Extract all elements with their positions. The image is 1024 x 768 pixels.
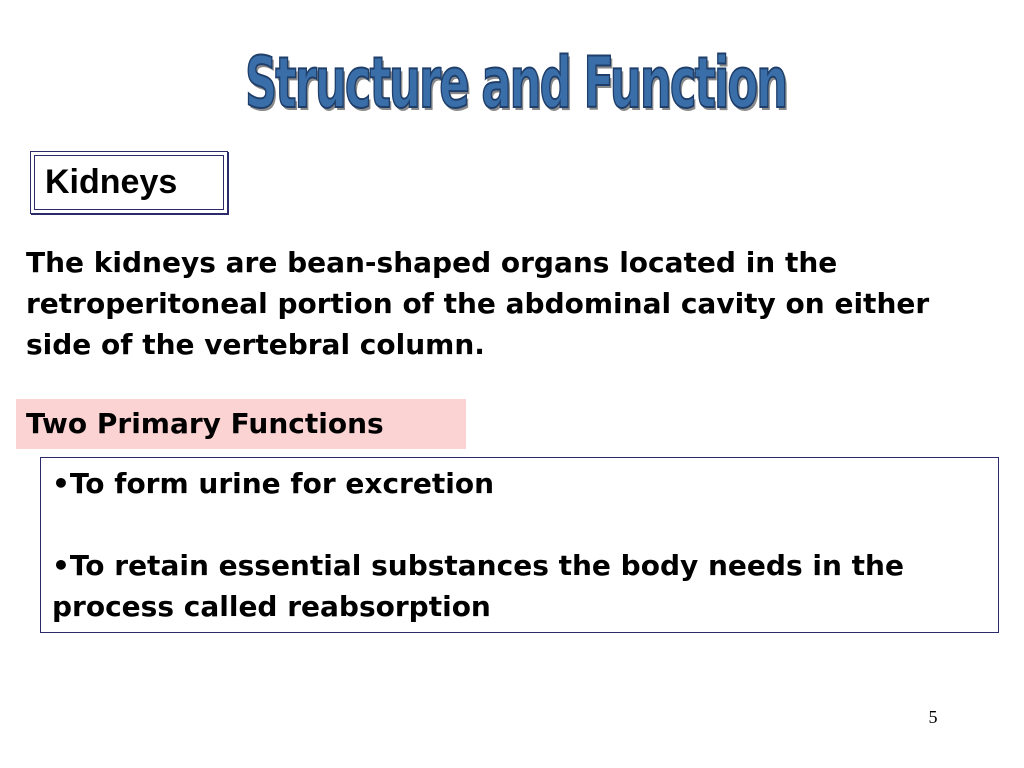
functions-list	[40, 457, 999, 633]
function-item-urine: •To form urine for excretion	[52, 467, 494, 500]
section-label-box	[30, 151, 228, 214]
functions-heading: Two Primary Functions	[16, 399, 466, 449]
section-label: Kidneys	[34, 155, 224, 210]
function-item-reabsorption: •To retain essential substances the body needs in the process called reabsorption	[52, 549, 904, 623]
page-number: 5	[928, 707, 938, 727]
slide-title: Structure and Function	[244, 42, 787, 124]
intro-paragraph: The kidneys are bean-shaped organs located in the retroperitoneal portion of the abdominal cavity on either side of the vertebral column.	[26, 246, 930, 361]
